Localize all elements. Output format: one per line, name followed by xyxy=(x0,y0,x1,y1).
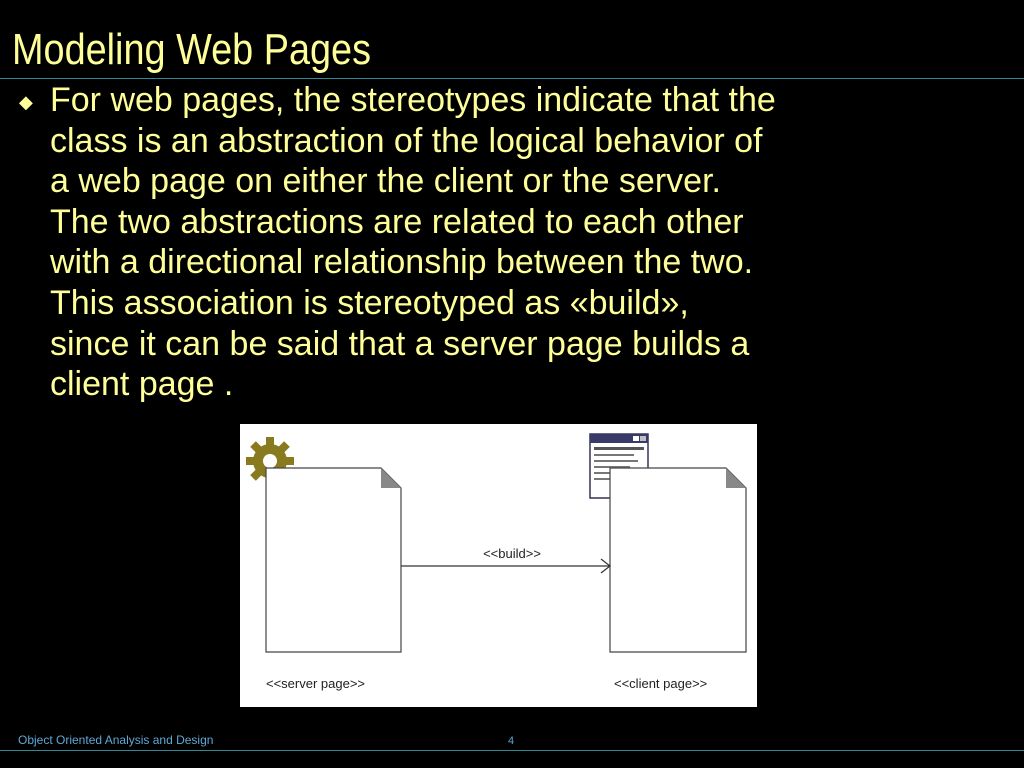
paragraph-line: client page . xyxy=(50,365,234,404)
footer-page-number: 4 xyxy=(508,735,515,747)
footer-divider xyxy=(0,750,1024,751)
paragraph-line: For web pages, the stereotypes indicate that the xyxy=(50,81,776,119)
paragraph-line: This association is stereotyped as «build», xyxy=(50,283,689,322)
slide-title: Modeling Web Pages xyxy=(12,25,372,74)
paragraph-line: a web page on either the client or the server. xyxy=(50,162,721,201)
footer-course-name: Object Oriented Analysis and Design xyxy=(18,733,214,747)
paragraph-line: with a directional relationship between the two. xyxy=(50,243,754,282)
title-divider xyxy=(0,78,1024,79)
uml-build-diagram xyxy=(240,424,757,707)
server-page-class xyxy=(266,468,401,652)
server-page-label: <<server page>> xyxy=(266,676,366,691)
bullet-paragraph xyxy=(50,80,980,405)
client-page-class xyxy=(610,468,746,652)
build-association-arrow xyxy=(401,559,610,573)
paragraph-line: The two abstractions are related to each other xyxy=(50,202,744,241)
paragraph-line: since it can be said that a server page builds a xyxy=(50,324,750,363)
diamond-bullet-icon: ◆ xyxy=(19,92,33,112)
client-page-label: <<client page>> xyxy=(614,676,708,691)
paragraph-line: class is an abstraction of the logical behavior of xyxy=(50,121,763,160)
build-stereotype-label: <<build>> xyxy=(483,546,541,561)
